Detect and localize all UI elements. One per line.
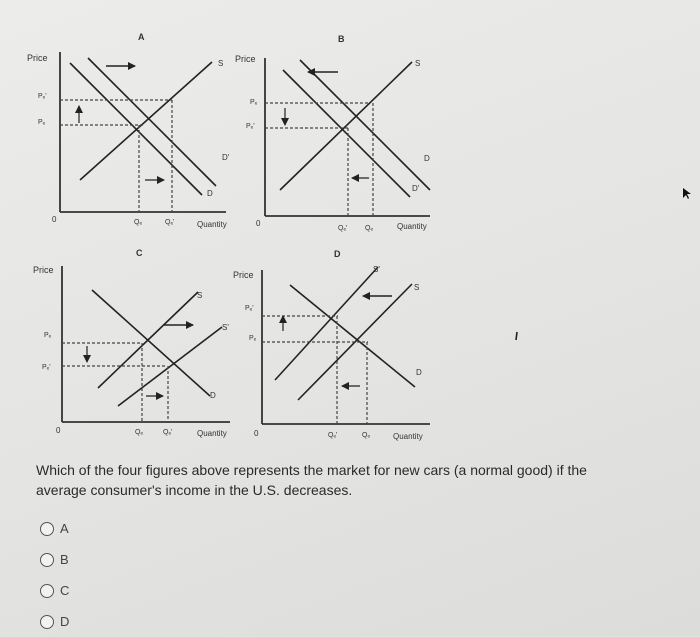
- figure-b-x-axis-label: Quantity: [397, 222, 427, 231]
- figure-d-price-label-2: Pₑ: [249, 335, 257, 342]
- figure-b-price-label-2: Pₑ': [246, 123, 255, 130]
- figure-d-x-axis-label: Quantity: [393, 432, 423, 441]
- radio-b[interactable]: [40, 553, 54, 567]
- figure-a: [27, 32, 230, 229]
- figure-a-price-label-2: Pₑ: [38, 119, 46, 126]
- figure-d-supply-curve-new: [275, 267, 378, 380]
- figure-a-qty-label-1: Qₑ: [134, 219, 143, 226]
- figure-b-origin: 0: [256, 219, 261, 228]
- figure-d-qty-label-1: Qₑ': [328, 432, 338, 439]
- figure-a-demand-curve-new: [88, 58, 216, 186]
- option-d-label: D: [60, 614, 70, 629]
- figure-a-price-label-1: Pₑ': [38, 93, 47, 100]
- radio-c[interactable]: [40, 584, 54, 598]
- figure-c-y-axis-label: Price: [33, 265, 54, 275]
- figure-a-curve-label-s: S: [218, 59, 224, 68]
- radio-a[interactable]: [40, 522, 54, 536]
- figure-b-price-label-1: Pₑ: [250, 99, 258, 106]
- figure-c-curve-label-d: D: [210, 391, 216, 400]
- figure-c: [33, 248, 230, 438]
- figure-c-price-label-2: Pₑ': [42, 364, 51, 371]
- figure-a-title: A: [138, 32, 145, 42]
- figure-a-origin: 0: [52, 215, 57, 224]
- figure-d-origin: 0: [254, 429, 259, 438]
- figure-d-qty-label-2: Qₑ: [362, 432, 371, 439]
- figure-b-demand-curve-new: [283, 70, 410, 197]
- figure-b-supply-curve: [280, 62, 412, 190]
- figure-c-x-axis-label: Quantity: [197, 429, 227, 438]
- figure-b-curve-label-d: D: [424, 154, 430, 163]
- stray-mark: [516, 332, 517, 340]
- figure-a-curve-label-d: D: [207, 189, 213, 198]
- figure-d-curve-label-sprime: S': [373, 265, 380, 274]
- option-d[interactable]: [40, 606, 69, 637]
- option-a-label: A: [60, 521, 69, 536]
- figure-a-x-axis-label: Quantity: [197, 220, 227, 229]
- figure-b-qty-label-2: Qₑ: [365, 225, 374, 232]
- figure-c-curve-label-s: S: [197, 291, 203, 300]
- figure-d: [233, 249, 430, 441]
- figure-c-price-label-1: Pₑ: [44, 332, 52, 339]
- figure-b-curve-label-dprime: D': [412, 184, 420, 193]
- figure-d-title: D: [334, 249, 341, 259]
- figure-d-price-label-1: Pₑ': [245, 305, 254, 312]
- figure-c-title: C: [136, 248, 143, 258]
- figure-b-y-axis-label: Price: [235, 54, 256, 64]
- figure-b-curve-label-s: S: [415, 59, 421, 68]
- question-text: Which of the four figures above represents the market for new cars (a normal good) if the average consumer's income in the U.S. decreases.: [36, 462, 587, 498]
- figure-a-qty-label-2: Qₑ': [165, 219, 175, 226]
- figure-c-qty-label-2: Qₑ': [163, 429, 173, 436]
- figure-c-qty-label-1: Qₑ: [135, 429, 144, 436]
- figure-b-title: B: [338, 34, 345, 44]
- option-c[interactable]: [40, 575, 69, 606]
- figure-a-y-axis-label: Price: [27, 53, 48, 63]
- figure-d-y-axis-label: Price: [233, 270, 254, 280]
- figure-c-supply-curve-original: [98, 292, 198, 388]
- option-b-label: B: [60, 552, 69, 567]
- answer-options: [40, 513, 69, 637]
- mouse-pointer-icon: [683, 188, 691, 200]
- figure-b-demand-curve-original: [300, 60, 430, 190]
- figure-d-curve-label-s: S: [414, 283, 420, 292]
- option-b[interactable]: [40, 544, 69, 575]
- radio-d[interactable]: [40, 615, 54, 629]
- option-c-label: C: [60, 583, 70, 598]
- figure-c-origin: 0: [56, 426, 61, 435]
- figure-d-curve-label-d: D: [416, 368, 422, 377]
- figure-b-qty-label-1: Qₑ': [338, 225, 348, 232]
- figure-b: [235, 34, 430, 232]
- option-a[interactable]: [40, 513, 69, 544]
- figure-c-curve-label-sprime: S': [222, 323, 229, 332]
- figure-a-curve-label-dprime: D': [222, 153, 230, 162]
